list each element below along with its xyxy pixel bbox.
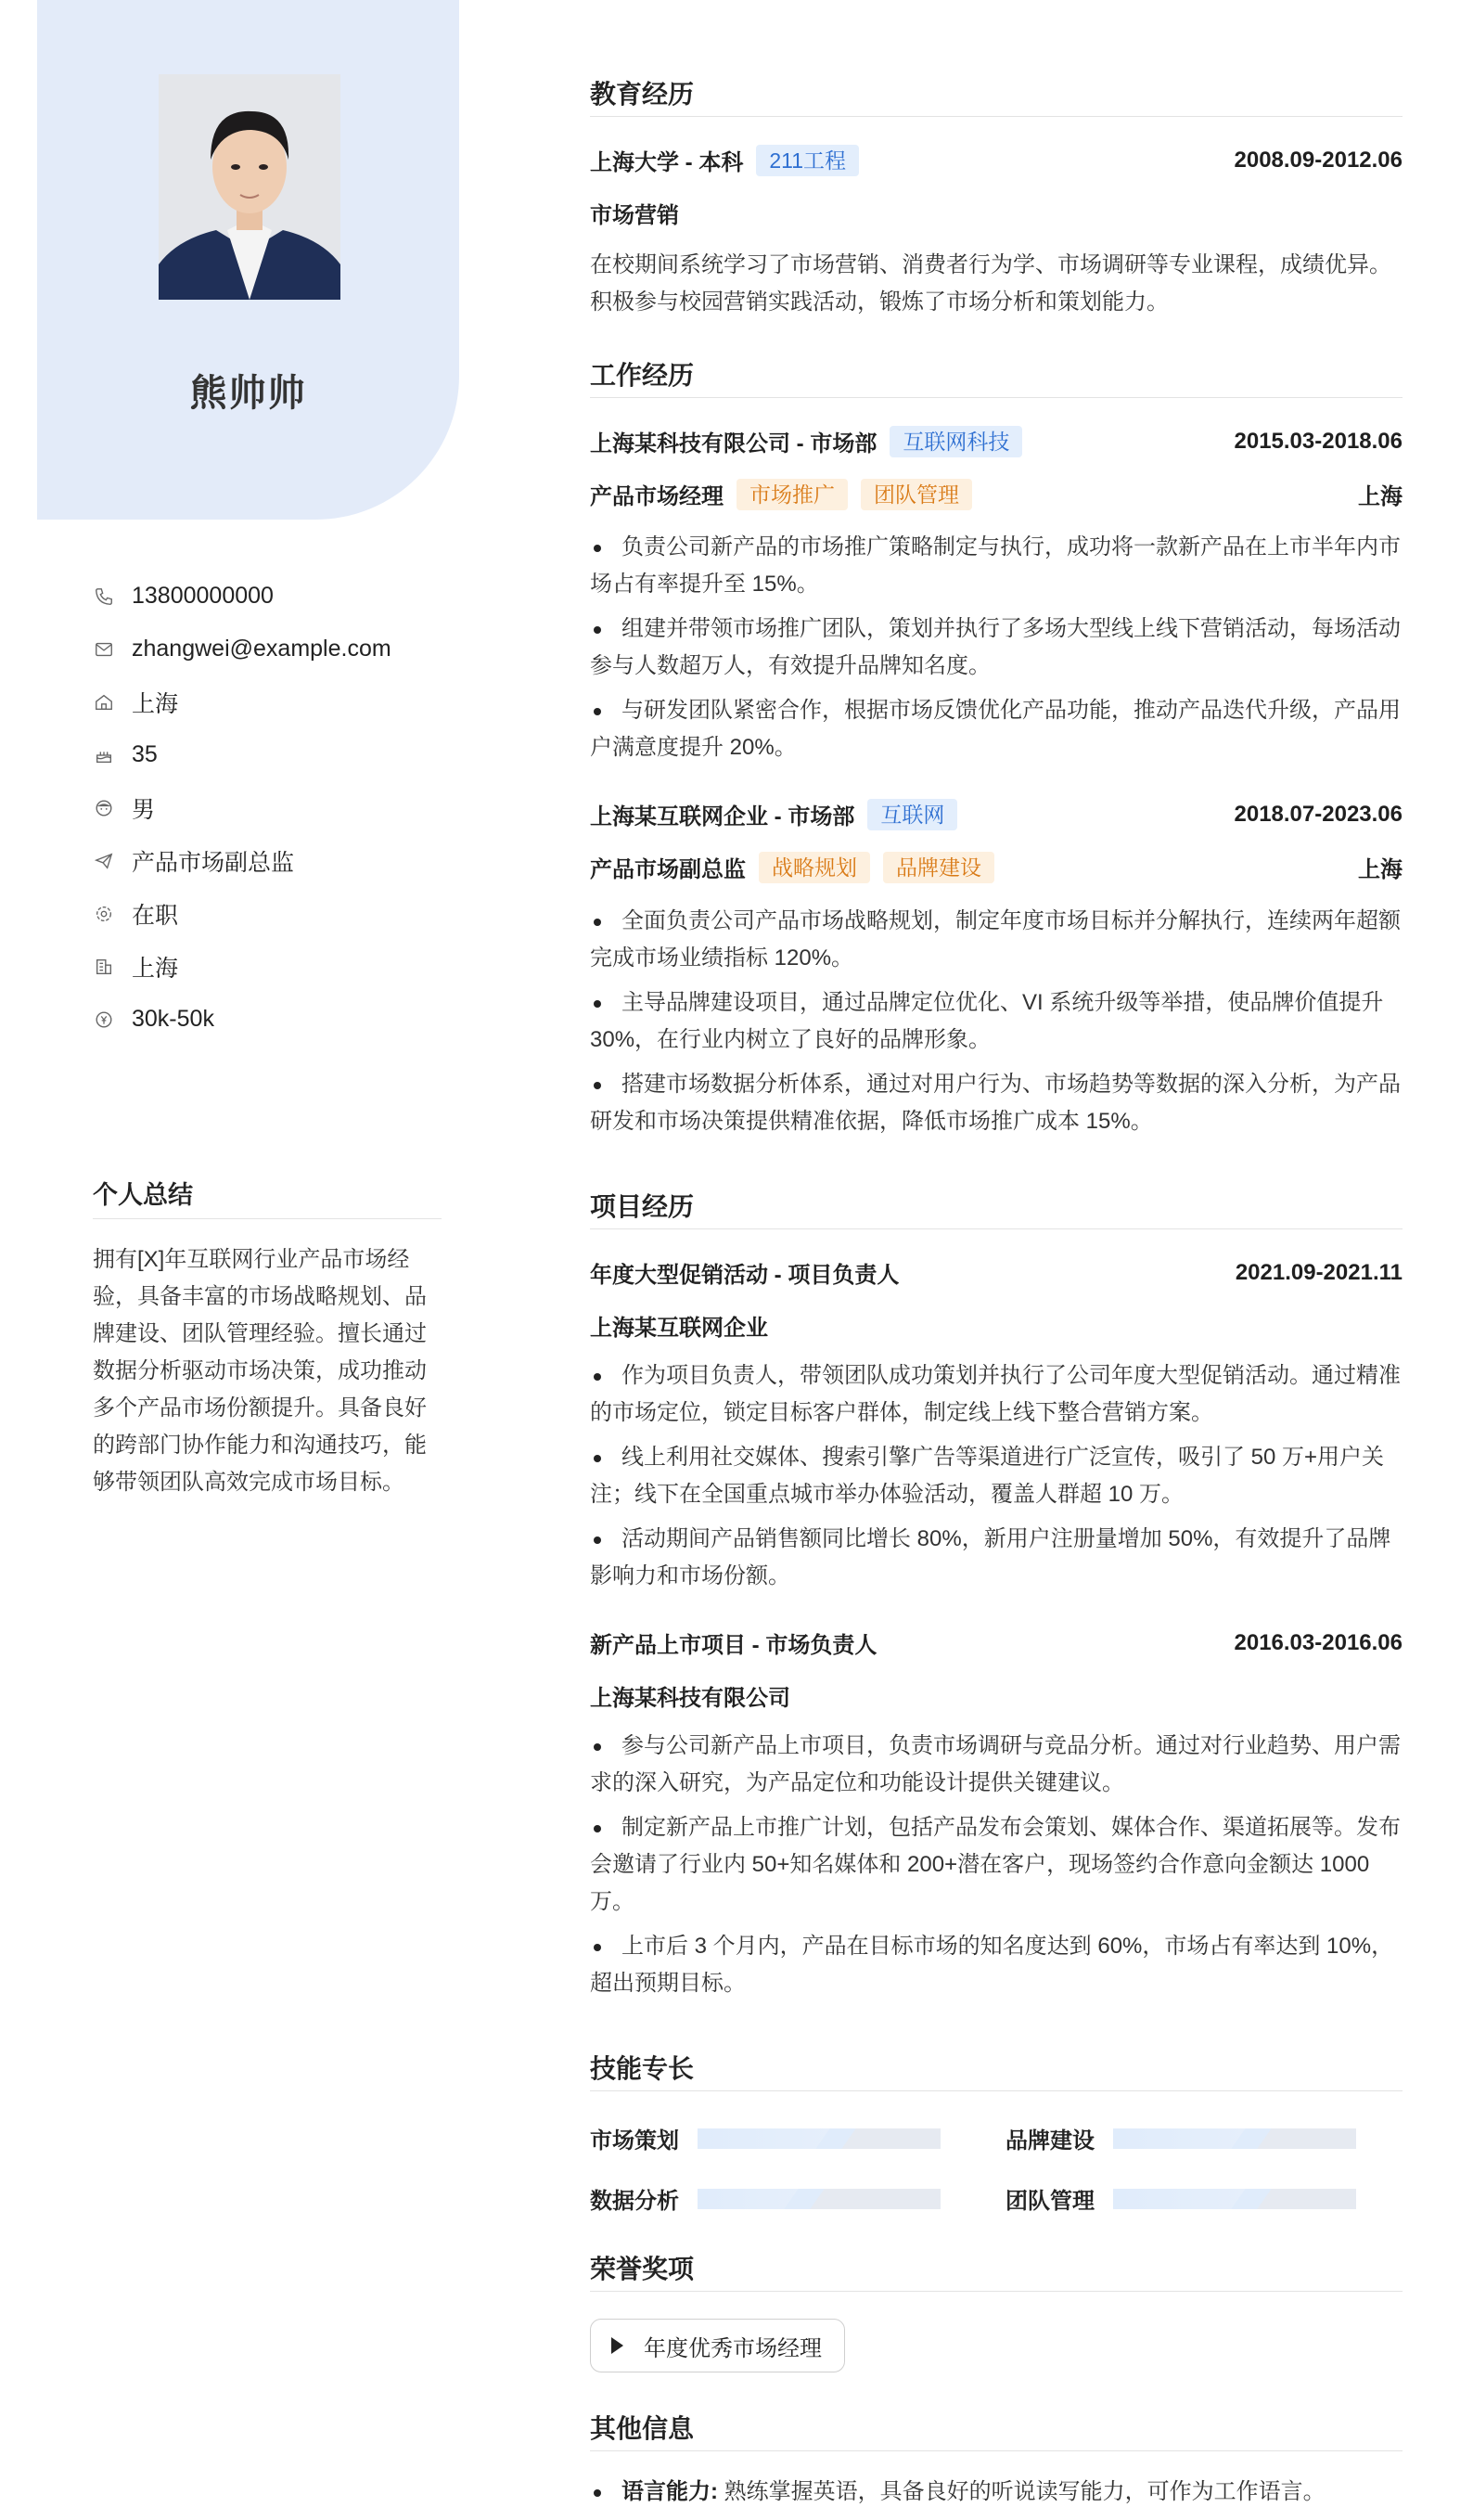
list-item: 负责公司新产品的市场推广策略制定与执行，成功将一款新产品在上市半年内市场占有率提升至 15%。 — [590, 529, 1403, 603]
home-icon — [93, 691, 115, 714]
list-item: 参与公司新产品上市项目，负责市场调研与竞品分析。通过对行业趋势、用户需求的深入研究，为产品定位和功能设计提供关键建议。 — [590, 1728, 1403, 1802]
phone-icon — [93, 585, 115, 608]
section-title: 教育经历 — [590, 74, 1403, 117]
list-item: 制定新产品上市推广计划，包括产品发布会策划、媒体合作、渠道拓展等。发布会邀请了行业内 50+知名媒体和 200+潜在客户，现场签约合作意向金额达 1000 万。 — [590, 1809, 1403, 1921]
work-section — [590, 355, 1403, 398]
sidebar — [37, 0, 464, 2520]
skill-bar — [1113, 2189, 1356, 2209]
skill-tag: 市场推广 — [736, 479, 848, 510]
contact-gender — [93, 781, 445, 834]
contact-status — [93, 887, 445, 940]
personal-summary — [93, 1175, 442, 1501]
mail-icon — [93, 638, 115, 661]
section-title: 项目经历 — [590, 1187, 1403, 1229]
list-item: 全面负责公司产品市场战略规划，制定年度市场目标并分解执行，连续两年超额完成市场业绩指标 120%。 — [590, 903, 1403, 977]
city: 上海 — [1358, 484, 1403, 509]
list-item: 活动期间产品销售额同比增长 80%，新用户注册量增加 50%，有效提升了品牌影响力和市场份额。 — [590, 1521, 1403, 1595]
contact-list — [93, 570, 445, 1046]
skill-bar — [698, 2189, 941, 2209]
skill-tag: 战略规划 — [759, 852, 870, 883]
skill-item — [1005, 2182, 1356, 2215]
skill-name: 市场策划 — [590, 2128, 679, 2154]
contact-phone — [93, 570, 445, 623]
list-item: 组建并带领市场推广团队，策划并执行了多场大型线上线下营销活动，每场活动参与人数超万人，有效提升品牌知名度。 — [590, 611, 1403, 685]
education-major-row — [590, 197, 1403, 229]
skill-item — [1005, 2122, 1356, 2154]
award-item[interactable] — [590, 2319, 845, 2372]
position: 产品市场经理 — [590, 484, 724, 509]
education-desc: 在校期间系统学习了市场营销、消费者行为学、市场调研等专业课程，成绩优异。积极参与校园营销实践活动，锻炼了市场分析和策划能力。 — [590, 252, 1391, 315]
honors-section — [590, 2249, 1403, 2292]
project-header — [590, 1626, 1403, 1659]
contact-value: 35 — [132, 741, 158, 767]
profile-header — [37, 0, 459, 520]
salary-icon — [93, 1009, 115, 1031]
gender-icon — [93, 797, 115, 819]
skill-fill — [698, 2189, 804, 2209]
company-name: 上海某科技有限公司 - 市场部 — [590, 431, 877, 456]
industry-tag: 互联网 — [867, 799, 957, 830]
project-org-row — [590, 1679, 1403, 1712]
period: 2018.07-2023.06 — [1234, 801, 1403, 827]
contact-value: 30k-50k — [132, 1006, 214, 1032]
project-name: 新产品上市项目 - 市场负责人 — [590, 1633, 877, 1658]
project-bullets — [590, 1728, 1403, 2010]
project-header — [590, 1256, 1403, 1289]
list-item: 上市后 3 个月内，产品在目标市场的知名度达到 60%，市场占有率达到 10%，超出预期目标。 — [590, 1928, 1403, 2002]
city: 上海 — [1358, 857, 1403, 882]
section-title: 其他信息 — [590, 2409, 1403, 2451]
work-header — [590, 425, 1403, 457]
company-name: 上海某互联网企业 - 市场部 — [590, 804, 855, 829]
industry-tag: 互联网科技 — [890, 426, 1022, 457]
contact-value: 上海 — [132, 690, 179, 717]
work-position-row — [590, 851, 1403, 883]
skill-item — [590, 2122, 941, 2154]
project-org-row — [590, 1309, 1403, 1342]
work-header — [590, 798, 1403, 830]
building-icon — [93, 956, 115, 978]
contact-location — [93, 675, 445, 728]
skill-fill — [698, 2128, 836, 2149]
skill-item — [590, 2182, 941, 2215]
education-header — [590, 144, 1403, 176]
section-title: 荣誉奖项 — [590, 2249, 1403, 2292]
send-icon — [93, 850, 115, 872]
skill-name: 数据分析 — [590, 2189, 679, 2214]
contact-position — [93, 834, 445, 887]
contact-value: 产品市场副总监 — [132, 849, 295, 876]
status-icon — [93, 903, 115, 925]
contact-age — [93, 728, 445, 781]
project-org: 上海某互联网企业 — [590, 1316, 768, 1341]
other-label: 语言能力: — [621, 2479, 718, 2504]
skill-tag: 品牌建设 — [883, 852, 994, 883]
skill-fill — [1113, 2128, 1251, 2149]
list-item: 主导品牌建设项目，通过品牌定位优化、VI 系统升级等举措，使品牌价值提升 30%，在行业内树立了良好的品牌形象。 — [590, 984, 1403, 1059]
period: 2016.03-2016.06 — [1234, 1629, 1403, 1655]
summary-title: 个人总结 — [93, 1175, 442, 1219]
period: 2008.09-2012.06 — [1234, 147, 1403, 173]
contact-email — [93, 623, 445, 675]
contact-value: 13800000000 — [132, 583, 274, 609]
avatar — [159, 74, 340, 300]
skill-tag: 团队管理 — [861, 479, 972, 510]
list-item — [590, 2474, 1403, 2511]
play-icon — [611, 2337, 623, 2354]
work-bullets — [590, 903, 1403, 1148]
section-title: 工作经历 — [590, 355, 1403, 398]
candidate-name: 熊帅帅 — [189, 373, 307, 414]
project-org: 上海某科技有限公司 — [590, 1686, 790, 1711]
contact-value: 男 — [132, 796, 156, 823]
summary-text: 拥有[X]年互联网行业产品市场经验，具备丰富的市场战略规划、品牌建设、团队管理经验。擅长通过数据分析驱动市场决策，成功推动多个产品市场份额提升。具备良好的跨部门协作能力和沟通技巧，能够带领团队高效完成市场目标。 — [93, 1247, 427, 1495]
project-bullets — [590, 1357, 1403, 1602]
contact-city — [93, 940, 445, 993]
education-section — [590, 74, 1403, 117]
skill-name: 团队管理 — [1005, 2189, 1095, 2214]
contact-salary — [93, 993, 445, 1046]
section-title: 技能专长 — [590, 2049, 1403, 2091]
school-tag: 211工程 — [756, 145, 859, 176]
projects-section — [590, 1187, 1403, 1229]
other-bullets — [590, 2474, 1403, 2518]
work-position-row — [590, 478, 1403, 510]
contact-value: 在职 — [132, 902, 179, 929]
project-name: 年度大型促销活动 - 项目负责人 — [590, 1263, 900, 1288]
list-item: 线上利用社交媒体、搜索引擎广告等渠道进行广泛宣传，吸引了 50 万+用户关注；线下在全国重点城市举办体验活动，覆盖人群超 10 万。 — [590, 1439, 1403, 1513]
school-name: 上海大学 - 本科 — [590, 150, 744, 175]
award-label: 年度优秀市场经理 — [644, 2335, 822, 2361]
skill-name: 品牌建设 — [1005, 2128, 1095, 2154]
other-text: 熟练掌握英语，具备良好的听说读写能力，可作为工作语言。 — [724, 2479, 1326, 2504]
list-item: 搭建市场数据分析体系，通过对用户行为、市场趋势等数据的深入分析，为产品研发和市场决策提供精准依据，降低市场推广成本 15%。 — [590, 1066, 1403, 1140]
skill-bar — [698, 2128, 941, 2149]
skills-section — [590, 2049, 1403, 2091]
major: 市场营销 — [590, 203, 679, 228]
period: 2021.09-2021.11 — [1235, 1259, 1403, 1285]
list-item: 作为项目负责人，带领团队成功策划并执行了公司年度大型促销活动。通过精准的市场定位，锁定目标客户群体，制定线上线下整合营销方案。 — [590, 1357, 1403, 1432]
list-item: 与研发团队紧密合作，根据市场反馈优化产品功能，推动产品迭代升级，产品用户满意度提升 20%。 — [590, 692, 1403, 766]
contact-value: 上海 — [132, 955, 179, 982]
work-bullets — [590, 529, 1403, 774]
skill-bar — [1113, 2128, 1356, 2149]
other-section — [590, 2409, 1403, 2451]
position: 产品市场副总监 — [590, 857, 746, 882]
period: 2015.03-2018.06 — [1234, 428, 1403, 454]
contact-value: zhangwei@example.com — [132, 636, 391, 662]
skill-fill — [1113, 2189, 1251, 2209]
cake-icon — [93, 744, 115, 766]
